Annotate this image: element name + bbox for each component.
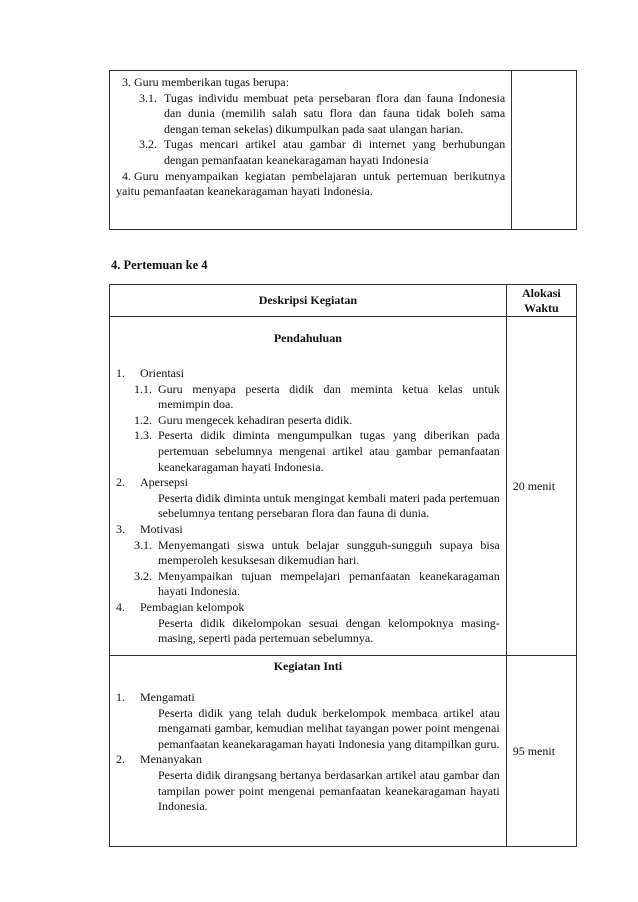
sub-item-text: Peserta didik diminta mengumpulkan tugas yang diberikan pada pertemuan sebelumnya mengenai artikel atau gambar pemanfaatan keanekaragaman hayati Indonesia.	[158, 428, 500, 474]
list-item	[116, 169, 505, 200]
list-item	[116, 600, 500, 616]
sub-item-number: 1.2.	[134, 412, 152, 427]
item-label: Apersepsi	[140, 475, 188, 490]
sub-item-text: Guru mengecek kehadiran peserta didik.	[158, 412, 353, 427]
item-paragraph: Peserta didik diminta untuk mengingat kembali materi pada pertemuan sebelumnya tentang persebaran flora dan fauna di dunia.	[158, 490, 500, 521]
item-number: 4.	[116, 599, 125, 614]
sub-list-item	[116, 569, 500, 600]
section-heading: 4. Pertemuan ke 4	[111, 258, 208, 272]
sub-list-item	[116, 91, 505, 138]
sub-item-number: 3.2.	[134, 568, 152, 583]
list-item	[116, 522, 500, 538]
list-item	[116, 366, 500, 382]
activity-table	[109, 284, 577, 847]
list-item	[116, 75, 505, 91]
sub-list-item	[116, 428, 500, 475]
top-time-cell	[512, 71, 577, 230]
item-number: 3.	[122, 75, 131, 89]
sub-list-item	[116, 137, 505, 168]
item-label: Menanyakan	[140, 752, 202, 767]
sub-item-number: 1.3.	[134, 428, 152, 443]
header-description: Deskripsi Kegiatan	[110, 285, 507, 317]
sub-list-item	[116, 413, 500, 429]
pendahuluan-cell	[110, 317, 507, 656]
sub-item-number: 3.1.	[134, 537, 152, 552]
item-label: Motivasi	[140, 521, 183, 536]
header-time: Alokasi Waktu	[506, 285, 576, 317]
item-paragraph: Peserta didik dirangsang bertanya berdasarkan artikel atau gambar dan tampilan power point mengenai pemanfaatan keanekaragaman hayati Indonesia.	[158, 767, 500, 814]
item-number: 2.	[116, 475, 125, 490]
item-number: 1.	[116, 690, 125, 704]
item-paragraph: Peserta didik yang telah duduk berkelompok membaca artikel atau mengamati gambar, kemudian melihat tayangan power point mengenai pemanfaatan keanekaragaman hayati Indonesia yang ditampilkan guru.	[158, 705, 500, 751]
item-number: 2.	[116, 752, 125, 767]
top-table	[109, 70, 577, 230]
inti-time: 95 menit	[506, 656, 576, 847]
sub-item-text: Guru menyapa peserta didik dan meminta ketua kelas untuk memimpin doa.	[158, 381, 500, 412]
item-number: 1.	[116, 366, 125, 380]
pendahuluan-title: Pendahuluan	[273, 331, 342, 345]
item-text: Guru menyampaikan kegiatan pembelajaran untuk pertemuan berikutnya yaitu pemanfaatan keanekaragaman hayati Indonesia.	[116, 168, 506, 199]
item-label: Mengamati	[140, 690, 195, 704]
sub-item-number: 1.1.	[134, 381, 152, 396]
list-item	[116, 752, 500, 768]
sub-item-text: Menyampaikan tujuan mempelajari pemanfaatan keanekaragaman hayati Indonesia.	[158, 568, 500, 599]
sub-item-number: 3.1.	[139, 90, 157, 105]
item-number: 4.	[122, 168, 131, 183]
item-paragraph: Peserta didik dikelompokan sesuai dengan kelompoknya masing-masing, seperti pada pertemuan sebelumnya.	[158, 615, 500, 646]
pendahuluan-list	[116, 366, 500, 647]
top-desc-cell	[110, 71, 512, 230]
sub-item-text: Tugas individu membuat peta persebaran flora dan fauna Indonesia dan dunia (memilih salah satu flora dan fauna tidak boleh sama dengan teman sekelas) dikumpulkan pada saat ulangan harian.	[164, 90, 506, 136]
sub-item-text: Menyemangati siswa untuk belajar sungguh-sungguh supaya bisa memperoleh kesuksesan dikemudian hari.	[158, 537, 500, 568]
pendahuluan-time: 20 menit	[506, 317, 576, 656]
item-label: Orientasi	[140, 366, 184, 380]
sub-list-item	[116, 538, 500, 569]
inti-title: Kegiatan Inti	[273, 659, 343, 673]
inti-list	[116, 690, 500, 815]
sub-item-number: 3.2.	[139, 137, 157, 152]
sub-list-item	[116, 382, 500, 413]
list-item	[116, 690, 500, 706]
item-label: Pembagian kelompok	[140, 599, 245, 614]
sub-item-text: Tugas mencari artikel atau gambar di internet yang berhubungan dengan pemanfaatan keanekaragaman hayati Indonesia	[164, 137, 506, 167]
list-item	[116, 475, 500, 491]
inti-cell	[110, 656, 507, 847]
item-number: 3.	[116, 521, 125, 536]
item-text: Guru memberikan tugas berupa:	[134, 75, 289, 89]
